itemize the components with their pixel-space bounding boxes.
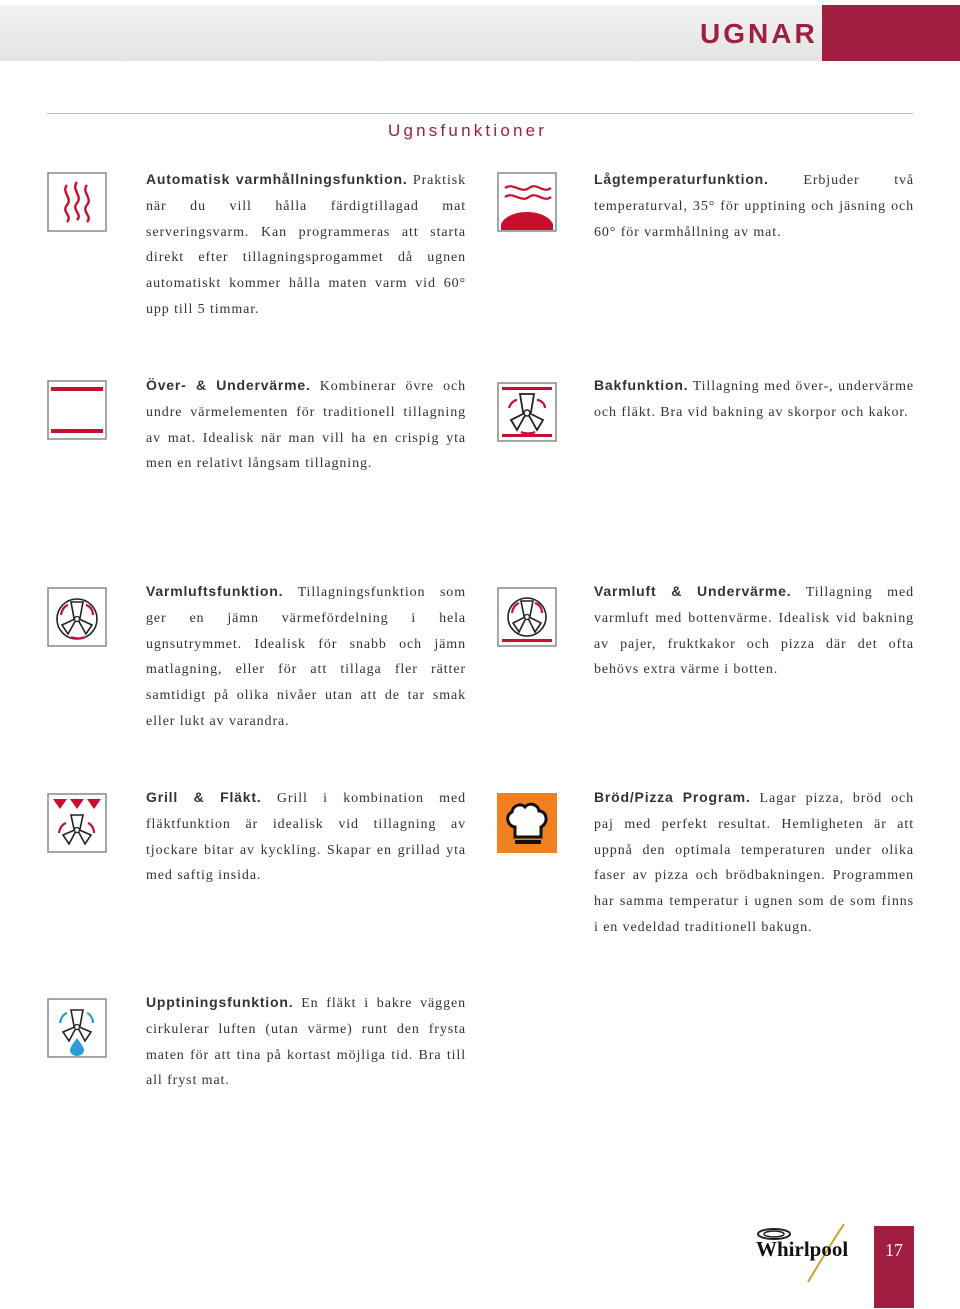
function-convection <box>146 579 466 735</box>
function-heading: Automatisk varmhållningsfunktion. <box>146 171 408 187</box>
defrost-icon <box>47 998 107 1058</box>
function-description: En fläkt i bakre väggen cirkulerar luften (utan värme) runt den frysta maten för att tina på kortast möjliga tid. Bra till all fryst mat. <box>146 996 466 1089</box>
brand-logo <box>752 1222 862 1284</box>
function-description: Erbjuder två temperaturval, 35° för upptining och jäsning och 60° för varmhållning av mat. <box>594 173 915 240</box>
low-temperature-icon <box>497 172 557 232</box>
function-description: Tillagning med över-, undervärme och fläkt. Bra vid bakning av skorpor och kakor. <box>594 379 914 420</box>
function-heading: Över- & Undervärme. <box>146 377 311 393</box>
header-accent-block <box>822 5 960 61</box>
function-baking <box>594 373 914 426</box>
page-number: 17 <box>885 1240 903 1260</box>
function-heading: Upptiningsfunktion. <box>146 994 294 1010</box>
function-description: Kombinerar övre och undre värmelementen för traditionell tillagning av mat. Idealisk när man vill ha en crispig yta men en relativt långsam tillagning. <box>146 379 466 472</box>
function-description: Lagar pizza, bröd och paj med perfekt resultat. Hemligheten är att uppnå den optimala temperaturen under olika faser av pizza och brödbakningen. Programmen har samma temperatur i ugnen som de som finns i en vedeldad traditionell bakugn. <box>594 791 914 935</box>
function-heading: Bakfunktion. <box>594 377 689 393</box>
function-top-bottom-heat <box>146 373 466 477</box>
function-low-temperature <box>594 167 914 245</box>
function-convection-bottom-heat <box>594 579 914 683</box>
function-description: Tillagningsfunktion som ger en jämn värmefördelning i hela ugnsutrymmet. Idealisk för snabb och jämn matlagning, eller för att tillaga fler rätter samtidigt på olika nivåer utan att de tar smak eller lukt av varandra. <box>146 585 466 729</box>
function-description: Grill i kombination med fläktfunktion är idealisk vid tillagning av tjockare bitar av kyckling. Skapar en grillad yta med saftig insida. <box>146 791 466 884</box>
page-number-box <box>874 1226 914 1308</box>
function-warm-keeping <box>146 167 466 323</box>
grill-fan-icon <box>47 793 107 853</box>
baking-fan-icon <box>497 382 557 442</box>
function-bread-pizza <box>594 785 914 941</box>
function-heading: Varmluftsfunktion. <box>146 583 284 599</box>
function-heading: Grill & Fläkt. <box>146 789 262 805</box>
function-description: Tillagning med varmluft med bottenvärme. Idealisk vid bakning av pajer, fruktkakor och pizza där det ofta behövs extra värme i botten. <box>594 585 914 678</box>
header-bar <box>0 5 822 61</box>
brand-wordmark: Whirlpool <box>756 1237 849 1261</box>
chef-hat-icon <box>497 793 557 853</box>
top-bottom-heat-icon <box>47 380 107 440</box>
page-title: UGNAR <box>700 18 818 49</box>
function-defrost <box>146 990 466 1094</box>
function-heading: Lågtemperaturfunktion. <box>594 171 769 187</box>
function-description: Praktisk när du vill hålla färdigtillagad mat serveringsvarm. Kan programmeras att starta direkt efter tillagningsprogammet då ugnen automatiskt kommer hålla maten varm vid 60° upp till 5 timmar. <box>146 173 466 317</box>
section-title: Ugnsfunktioner <box>388 121 548 140</box>
function-heading: Varmluft & Undervärme. <box>594 583 792 599</box>
function-heading: Bröd/Pizza Program. <box>594 789 751 805</box>
function-grill-fan <box>146 785 466 889</box>
warm-keeping-icon <box>47 172 107 232</box>
section-divider <box>47 113 913 114</box>
convection-bottom-heat-icon <box>497 587 557 647</box>
convection-fan-icon <box>47 587 107 647</box>
